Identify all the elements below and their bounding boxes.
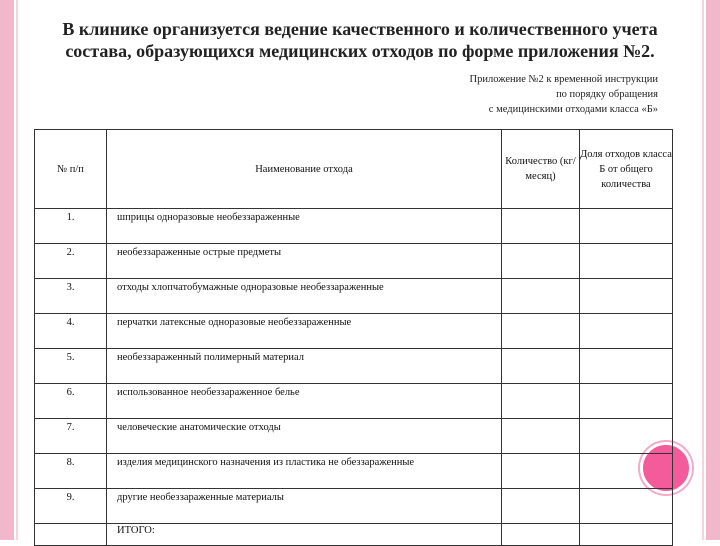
left-decor-line [16, 0, 18, 540]
row-num: 6. [35, 384, 107, 419]
row-share-cell [580, 244, 673, 279]
header-name: Наименование отхода [107, 130, 502, 209]
row-share-cell [580, 349, 673, 384]
row-name: изделия медицинского назначения из пластика не обеззараженные [107, 454, 502, 489]
total-share-cell [580, 524, 673, 546]
table-row [35, 349, 673, 384]
slide-title [40, 18, 680, 62]
right-decor-line [702, 0, 704, 540]
row-name: необеззараженный полимерный материал [107, 349, 502, 384]
row-name: необеззараженные острые предметы [107, 244, 502, 279]
total-row [35, 524, 673, 546]
row-qty-cell [502, 279, 580, 314]
table-header-row [35, 130, 673, 209]
table-row [35, 489, 673, 524]
row-num: 2. [35, 244, 107, 279]
waste-table [34, 129, 673, 546]
row-qty-cell [502, 314, 580, 349]
row-num: 4. [35, 314, 107, 349]
header-num: № п/п [35, 130, 107, 209]
table-row [35, 384, 673, 419]
row-qty-cell [502, 454, 580, 489]
title-line-1: В клинике организуется ведение качественного и количественного учета [62, 19, 658, 39]
row-name: другие необеззараженные материалы [107, 489, 502, 524]
note-line-3: с медицинскими отходами класса «Б» [488, 104, 658, 115]
total-qty-cell [502, 524, 580, 546]
header-quantity: Количество (кг/месяц) [502, 130, 580, 209]
row-name: отходы хлопчатобумажные одноразовые необеззараженные [107, 279, 502, 314]
table-row [35, 279, 673, 314]
row-name: человеческие анатомические отходы [107, 419, 502, 454]
row-qty-cell [502, 489, 580, 524]
header-share: Доля отходов класса Б от общего количества [580, 130, 673, 209]
row-share-cell [580, 209, 673, 244]
row-share-cell [580, 314, 673, 349]
row-share-cell [580, 279, 673, 314]
left-decor-stripe [0, 0, 14, 540]
table-row [35, 314, 673, 349]
table-row [35, 244, 673, 279]
row-num: 5. [35, 349, 107, 384]
row-num: 9. [35, 489, 107, 524]
right-decor-stripe [706, 0, 720, 540]
row-num: 3. [35, 279, 107, 314]
row-num: 7. [35, 419, 107, 454]
row-qty-cell [502, 209, 580, 244]
row-share-cell [580, 419, 673, 454]
row-qty-cell [502, 419, 580, 454]
row-share-cell [580, 454, 673, 489]
row-num: 1. [35, 209, 107, 244]
row-num: 8. [35, 454, 107, 489]
table-row [35, 209, 673, 244]
row-name: шприцы одноразовые необеззараженные [107, 209, 502, 244]
row-qty-cell [502, 349, 580, 384]
row-name: использованное необеззараженное белье [107, 384, 502, 419]
table-row [35, 454, 673, 489]
row-qty-cell [502, 244, 580, 279]
total-label: ИТОГО: [107, 524, 502, 546]
row-name: перчатки латексные одноразовые необеззараженные [107, 314, 502, 349]
title-line-2: состава, образующихся медицинских отходов по форме приложения №2. [65, 41, 655, 61]
row-share-cell [580, 489, 673, 524]
table-row [35, 419, 673, 454]
note-line-2: по порядку обращения [556, 89, 658, 100]
appendix-note [390, 72, 658, 117]
total-num-cell [35, 524, 107, 546]
row-qty-cell [502, 384, 580, 419]
note-line-1: Приложение №2 к временной инструкции [469, 74, 658, 85]
row-share-cell [580, 384, 673, 419]
